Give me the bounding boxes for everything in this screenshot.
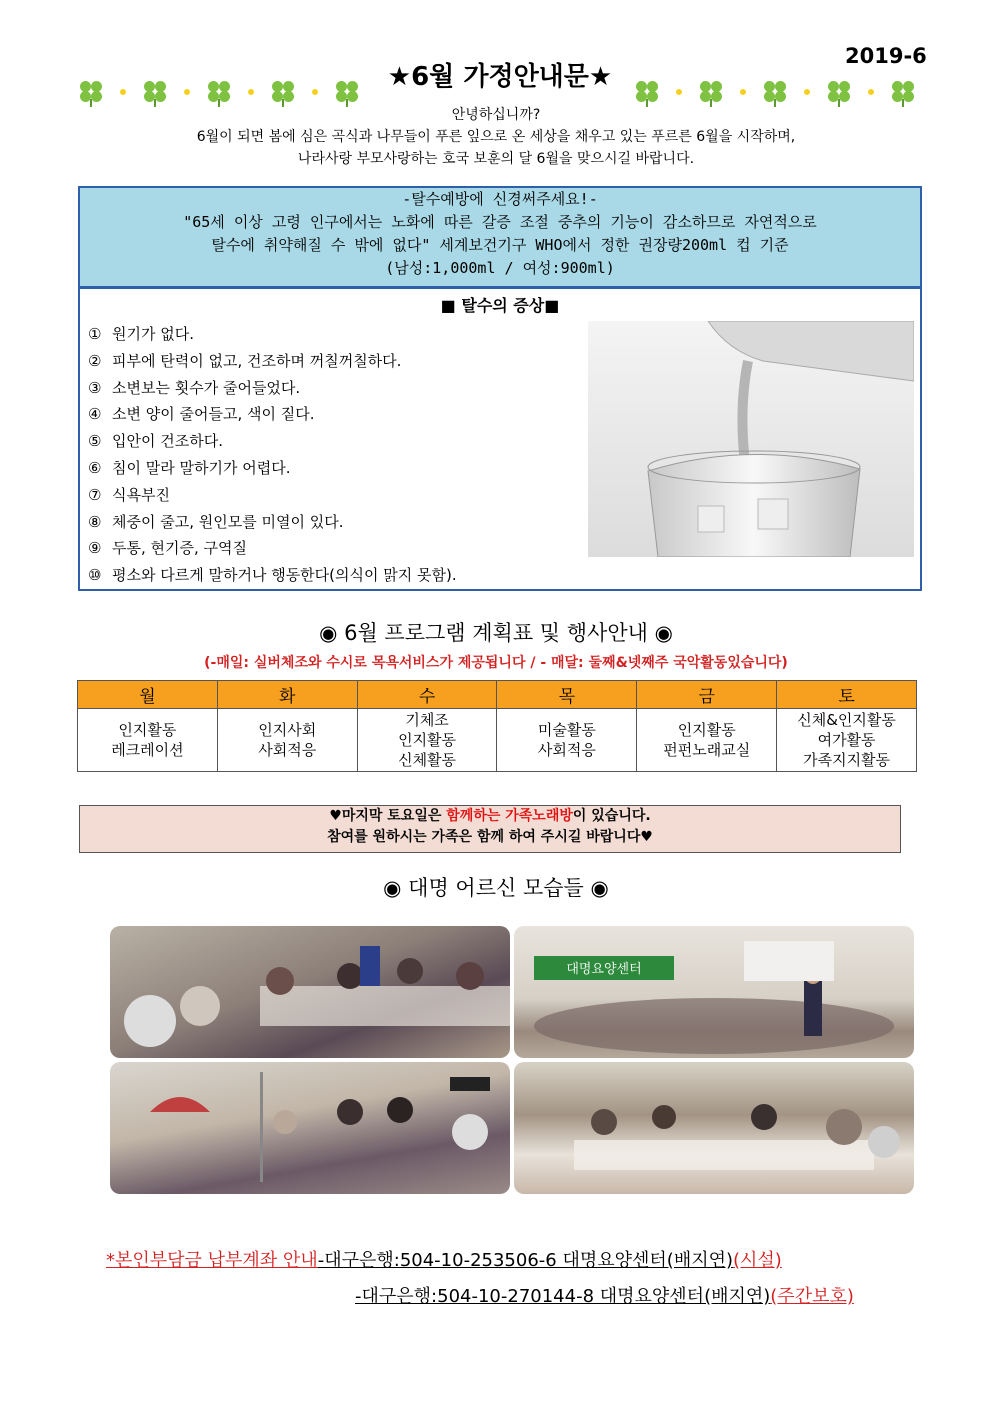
payment-account-line-2 [355,1282,854,1308]
day-header: 화 [217,681,357,709]
account-number: -대구은행:504-10-270144-8 대명요양센터(배지연) [355,1286,771,1307]
activity-text: 사회적응 [537,741,596,759]
day-header: 금 [637,681,777,709]
symptom-text: 입안이 건조하다. [112,432,223,451]
clover-icon [764,81,786,103]
program-note: (-매일: 실버체조와 수시로 목욕서비스가 제공됩니다 / - 매달: 둘째&넷째주 국악활동있습니다) [204,655,788,671]
activity-text: 기체조 [405,711,449,729]
activity-text: 레크레이션 [111,741,184,759]
day-header: 토 [777,681,917,709]
activity-text: 신체&인지활동 [797,711,896,729]
activity-text: 사회적응 [258,741,317,759]
notice-text: 이 있습니다. [572,808,651,824]
photo-gallery [110,926,916,1196]
symptom-number: ② [88,351,102,370]
clover-icon [80,81,102,103]
activity-photo [110,926,510,1058]
clover-icon [636,81,658,103]
symptom-text: 두통, 현기증, 구역질 [112,539,247,558]
symptom-item [88,562,457,589]
activity-cell [777,709,917,772]
activity-cell [217,709,357,772]
day-header: 목 [497,681,637,709]
symptoms-title: ■ 탈수의 증상■ [440,296,560,315]
account-tag: (시설) [733,1250,782,1271]
symptom-item [88,428,457,455]
clover-icon [700,81,722,103]
activity-text: 인지사회 [258,721,317,739]
symptom-number: ⑥ [88,458,102,477]
dehydration-text: "65세 이상 고령 인구에서는 노화에 따른 갈증 조절 중추의 기능이 감소하므로 자연적으로 [183,213,817,231]
clover-icon [828,81,850,103]
symptom-number: ① [88,325,102,343]
activity-cell [357,709,497,772]
symptom-text: 식욕부진 [112,485,170,504]
water-pouring-photo [588,321,914,557]
intro-text [0,104,992,170]
dehydration-text: 탈수에 취약해질 수 밖에 없다" 세계보건기구 WHO에서 정한 권장량200ml 컵 기준 [211,236,789,254]
symptom-text: 소변보는 횟수가 줄어들었다. [112,378,301,397]
karaoke-notice [79,805,901,853]
symptoms-box [78,287,922,591]
symptom-item [88,482,457,509]
activity-text: 인지활동 [677,721,736,739]
symptom-text: 원기가 없다. [112,325,194,343]
clover-icon [144,81,166,103]
symptoms-list [88,321,457,589]
activity-text: 가족지지활동 [803,751,891,769]
table-header-row [78,681,917,709]
dehydration-heading: -탈수예방에 신경써주세요!- [402,190,598,208]
activity-photo [514,1062,914,1194]
notice-highlight: 함께하는 가족노래방 [446,808,573,824]
intro-line: 안녕하십니까? [451,107,541,123]
symptom-item [88,455,457,482]
symptom-item [88,401,457,428]
intro-line: 6월이 되면 봄에 심은 곡식과 나무들이 푸른 잎으로 온 세상을 채우고 있는 푸르른 6월을 시작하며, [196,129,796,145]
symptom-item [88,348,457,375]
notice-line: 참여를 원하시는 가족은 함께 하여 주시길 바랍니다♥ [327,829,653,845]
activity-text: 신체활동 [398,751,457,769]
symptom-item [88,321,457,348]
symptom-number: ⑨ [88,539,102,558]
center-sign: 대명요양센터 [566,962,642,977]
intro-line: 나라사랑 부모사랑하는 호국 보훈의 달 6월을 맞으시길 바랍니다. [297,151,695,167]
activity-text: 인지활동 [118,721,177,739]
page-title: ★6월 가정안내문★ [387,62,613,92]
activity-cell [78,709,218,772]
dot-icon [804,89,810,95]
gallery-section-title: ◉ 대명 어르신 모습들 ◉ [383,876,609,900]
symptom-text: 침이 말라 말하기가 어렵다. [112,458,291,477]
dot-icon [248,89,254,95]
activity-text: 인지활동 [398,731,457,749]
notice-line [80,806,900,827]
activity-cell [637,709,777,772]
activity-text: 미술활동 [537,721,596,739]
program-schedule-table [77,680,917,772]
symptom-text: 체중이 줄고, 원인모를 미열이 있다. [112,512,344,531]
account-tag: (주간보호) [770,1286,854,1307]
program-section-title: ◉ 6월 프로그램 계획표 및 행사안내 ◉ [319,621,673,645]
table-row [78,709,917,772]
symptom-item [88,535,457,562]
symptom-number: ⑤ [88,432,102,451]
notice-text: ♥마지막 토요일은 [329,808,447,824]
symptom-text: 평소와 다르게 말하거나 행동한다(의식이 맑지 못함). [112,566,457,585]
dot-icon [740,89,746,95]
payment-label: *본인부담금 납부계좌 안내 [106,1250,318,1271]
symptom-number: ③ [88,378,102,397]
dot-icon [312,89,318,95]
activity-photo [110,1062,510,1194]
clover-icon [272,81,294,103]
symptom-item [88,509,457,536]
symptom-number: ⑩ [88,566,102,585]
dehydration-text: (남성:1,000ml / 여성:900ml) [385,259,615,277]
dot-icon [184,89,190,95]
activity-text: 펀펀노래교실 [663,741,751,759]
document-date: 2019-6 [845,44,927,68]
dot-icon [868,89,874,95]
symptom-number: ⑦ [88,485,102,504]
clover-icon [892,81,914,103]
symptom-number: ⑧ [88,512,102,531]
symptom-item [88,375,457,402]
activity-photo [514,926,914,1058]
dot-icon [676,89,682,95]
symptom-text: 소변 양이 줄어들고, 색이 짙다. [112,405,315,424]
symptom-text: 피부에 탄력이 없고, 건조하며 꺼칠꺼칠하다. [112,351,402,370]
dot-icon [120,89,126,95]
payment-account-line-1 [106,1246,782,1272]
day-header: 수 [357,681,497,709]
day-header: 월 [78,681,218,709]
activity-cell [497,709,637,772]
symptom-number: ④ [88,405,102,424]
clover-icon [208,81,230,103]
activity-text: 여가활동 [817,731,876,749]
account-number: -대구은행:504-10-253506-6 대명요양센터(배지연) [317,1250,733,1271]
dehydration-notice-box [78,186,922,288]
